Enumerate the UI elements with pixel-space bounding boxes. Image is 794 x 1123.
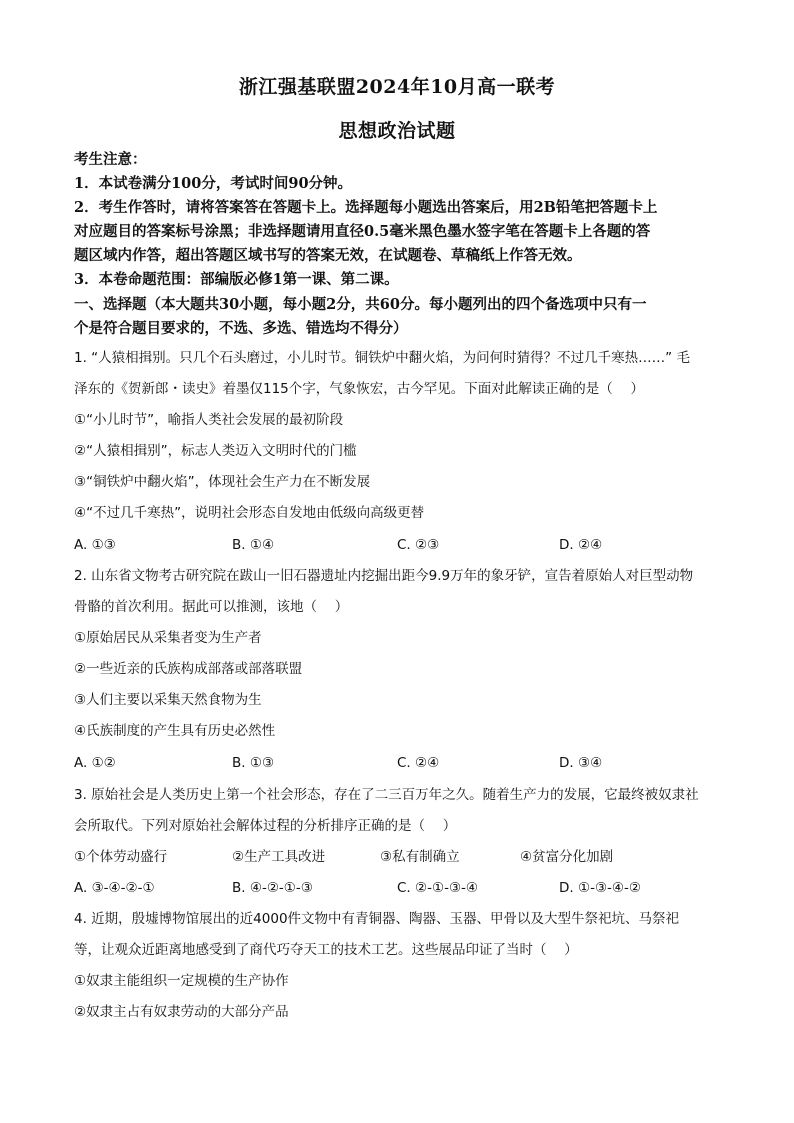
question-statement: ②奴隶主占有奴隶劳动的大部分产品 [74, 1004, 289, 1020]
question-statement: ③人们主要以采集天然食物为生 [74, 692, 262, 708]
option-a: A. ①③ [74, 537, 116, 553]
option-c: C. ②-①-③-④ [397, 880, 479, 896]
option-a: A. ③-④-②-① [74, 880, 155, 896]
question-stem: 泽东的《贺新郎・读史》着墨仅115个字，气象恢宏，古今罕见。下面对此解读正确的是（ ） [74, 381, 645, 397]
question-statement: ①奴隶主能组织一定规模的生产协作 [74, 973, 289, 989]
notice-line: 1．本试卷满分100分，考试时间90分钟。 [74, 175, 353, 192]
section-heading: 一、选择题（本大题共30小题，每小题2分，共60分。每小题列出的四个备选项中只有一 [74, 296, 647, 313]
question-statement: ③私有制确立 [380, 849, 460, 865]
exam-subject: 思想政治试题 [338, 120, 456, 142]
question-statement: ②一些近亲的氏族构成部落或部落联盟 [74, 661, 303, 677]
option-b: B. ①④ [232, 537, 275, 553]
section-heading: 个是符合题目要求的，不选、多选、错选均不得分） [74, 320, 408, 337]
question-statement: ③“铜铁炉中翻火焰”，体现社会生产力在不断发展 [74, 474, 371, 490]
question-stem: 会所取代。下列对原始社会解体过程的分析排序正确的是（ ） [74, 818, 457, 834]
question-statement: ②生产工具改进 [232, 849, 326, 865]
question-statement: ④贫富分化加剧 [520, 849, 614, 865]
exam-title: 浙江强基联盟2024年10月高一联考 [238, 76, 556, 98]
question-stem: 3. 原始社会是人类历史上第一个社会形态，存在了二三百万年之久。随着生产力的发展，它最终被奴隶社 [74, 787, 699, 803]
question-statement: ①个体劳动盛行 [74, 849, 168, 865]
option-a: A. ①② [74, 755, 116, 771]
question-stem: 等，让观众近距离地感受到了商代巧夺天工的技术工艺。这些展品印证了当时（ ） [74, 942, 578, 958]
question-statement: ④“不过几千寒热”，说明社会形态自发地由低级向高级更替 [74, 505, 425, 521]
option-d: D. ③④ [559, 755, 603, 771]
question-statement: ①原始居民从采集者变为生产者 [74, 630, 262, 646]
option-d: D. ②④ [559, 537, 603, 553]
question-stem: 骨骼的首次利用。据此可以推测，该地（ ） [74, 599, 349, 615]
option-b: B. ①③ [232, 755, 275, 771]
notice-line: 题区域内作答，超出答题区域书写的答案无效，在试题卷、草稿纸上作答无效。 [74, 247, 582, 264]
notice-line: 对应题目的答案标号涂黑；非选择题请用直径0.5毫米黑色墨水签字笔在答题卡上各题的答 [74, 223, 651, 240]
question-stem: 1. “人猿相揖别。只几个石头磨过，小儿时节。铜铁炉中翻火焰，为问何时猜得？不过几千寒热……” 毛 [74, 350, 690, 366]
question-stem: 4. 近期，殷墟博物馆展出的近4000件文物中有青铜器、陶器、玉器、甲骨以及大型牛祭祀坑、马祭祀 [74, 911, 680, 927]
option-c: C. ②③ [397, 537, 440, 553]
notice-line: 2．考生作答时，请将答案答在答题卡上。选择题每小题选出答案后，用2B铅笔把答题卡上 [74, 199, 658, 216]
question-statement: ②“人猿相揖别”，标志人类迈入文明时代的门槛 [74, 443, 357, 459]
question-stem: 2. 山东省文物考古研究院在跋山一旧石器遗址内挖掘出距今9.9万年的象牙铲，宣告着原始人对巨型动物 [74, 568, 694, 584]
option-c: C. ②④ [397, 755, 440, 771]
notice-heading: 考生注意： [74, 151, 147, 168]
option-b: B. ④-②-①-③ [232, 880, 313, 896]
question-statement: ①“小儿时节”，喻指人类社会发展的最初阶段 [74, 412, 344, 428]
question-statement: ④氏族制度的产生具有历史必然性 [74, 723, 276, 739]
notice-line: 3．本卷命题范围：部编版必修1第一课、第二课。 [74, 271, 399, 288]
option-d: D. ①-③-④-② [559, 880, 642, 896]
